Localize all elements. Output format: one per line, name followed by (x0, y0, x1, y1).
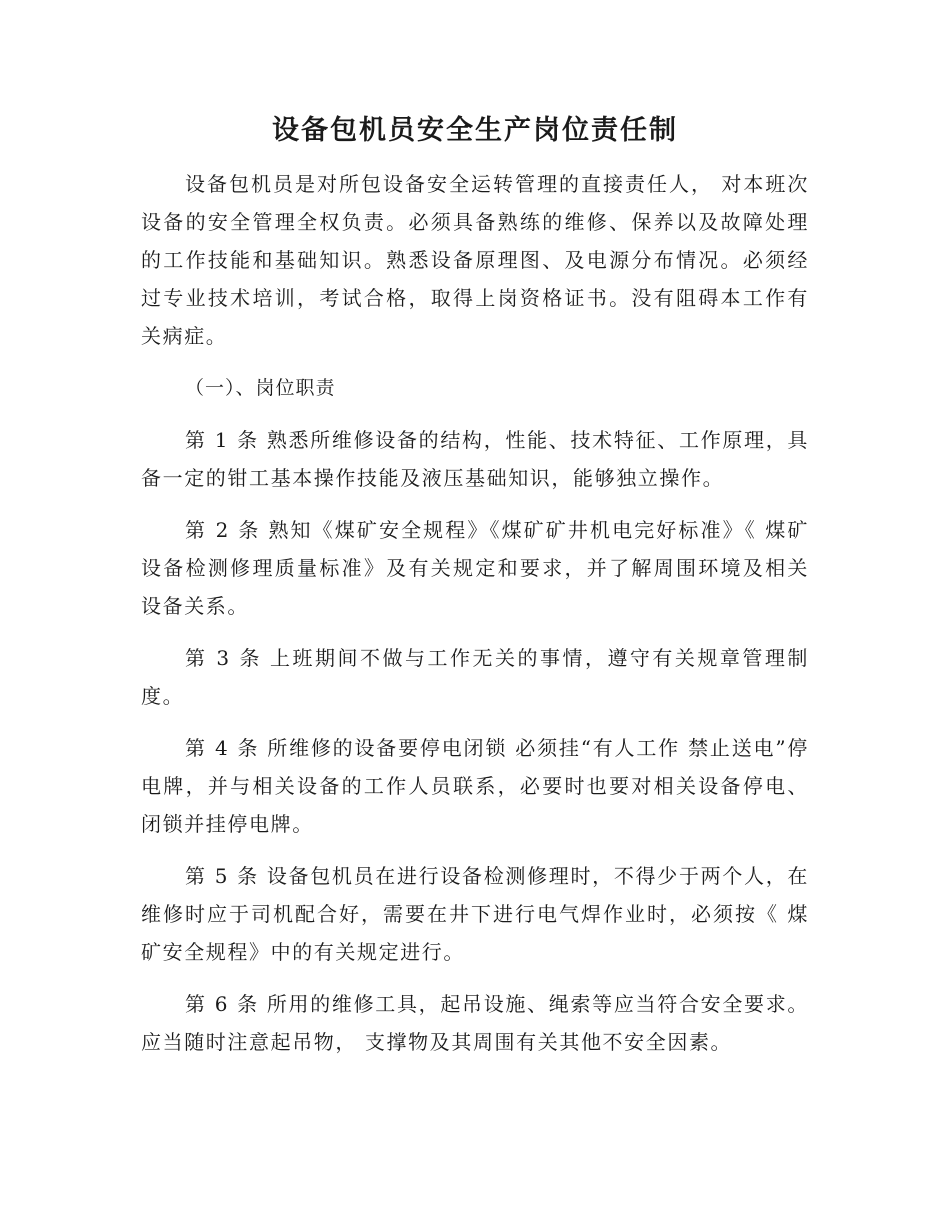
article-4 (141, 729, 809, 843)
article-text: 所用的维修工具，起吊设施、绳索等应当符合安全要求。应当随时注意起吊物， 支撑物及其周围有关其他不安全因素。 (141, 992, 809, 1054)
intro-paragraph: 设备包机员是对所包设备安全运转管理的直接责任人， 对本班次设备的安全管理全权负责。必须具备熟练的维修、保养以及故障处理的工作技能和基础知识。熟悉设备原理图、及电源分布情况。必须经过专业技术培训，考试合格，取得上岗资格证书。没有阻碍本工作有关病症。 (141, 172, 809, 348)
article-text: 熟知《煤矿安全规程》《煤矿矿井机电完好标准》《 煤矿设备检测修理质量标准》及有关规定和要求，并了解周围环境及相关设备关系。 (141, 518, 809, 618)
article-label: 第 6 条 (185, 992, 259, 1016)
article-1 (141, 421, 809, 497)
article-5 (141, 857, 809, 971)
article-3 (141, 639, 809, 715)
article-text: 设备包机员在进行设备检测修理时，不得少于两个人，在维修时应于司机配合好，需要在井下进行电气焊作业时，必须按《 煤矿安全规程》中的有关规定进行。 (141, 864, 809, 964)
article-label: 第 3 条 (185, 646, 263, 670)
article-6 (141, 985, 809, 1061)
article-text: 所维修的设备要停电闭锁 必须挂“有人工作 禁止送电”停电牌，并与相关设备的工作人员联系，必要时也要对相关设备停电、闭锁并挂停电牌。 (141, 736, 809, 836)
article-label: 第 1 条 (185, 428, 259, 452)
page-title: 设备包机员安全生产岗位责任制 (272, 115, 678, 146)
article-label: 第 4 条 (185, 736, 260, 760)
article-label: 第 2 条 (185, 518, 261, 542)
article-2 (141, 511, 809, 625)
document-body (141, 165, 809, 1061)
article-text: 上班期间不做与工作无关的事情，遵守有关规章管理制度。 (141, 646, 809, 708)
section-heading: （一）、岗位职责 (185, 377, 336, 399)
article-label: 第 5 条 (185, 864, 259, 888)
article-text: 熟悉所维修设备的结构，性能、技术特征、工作原理，具备一定的钳工基本操作技能及液压基础知识，能够独立操作。 (141, 428, 809, 490)
